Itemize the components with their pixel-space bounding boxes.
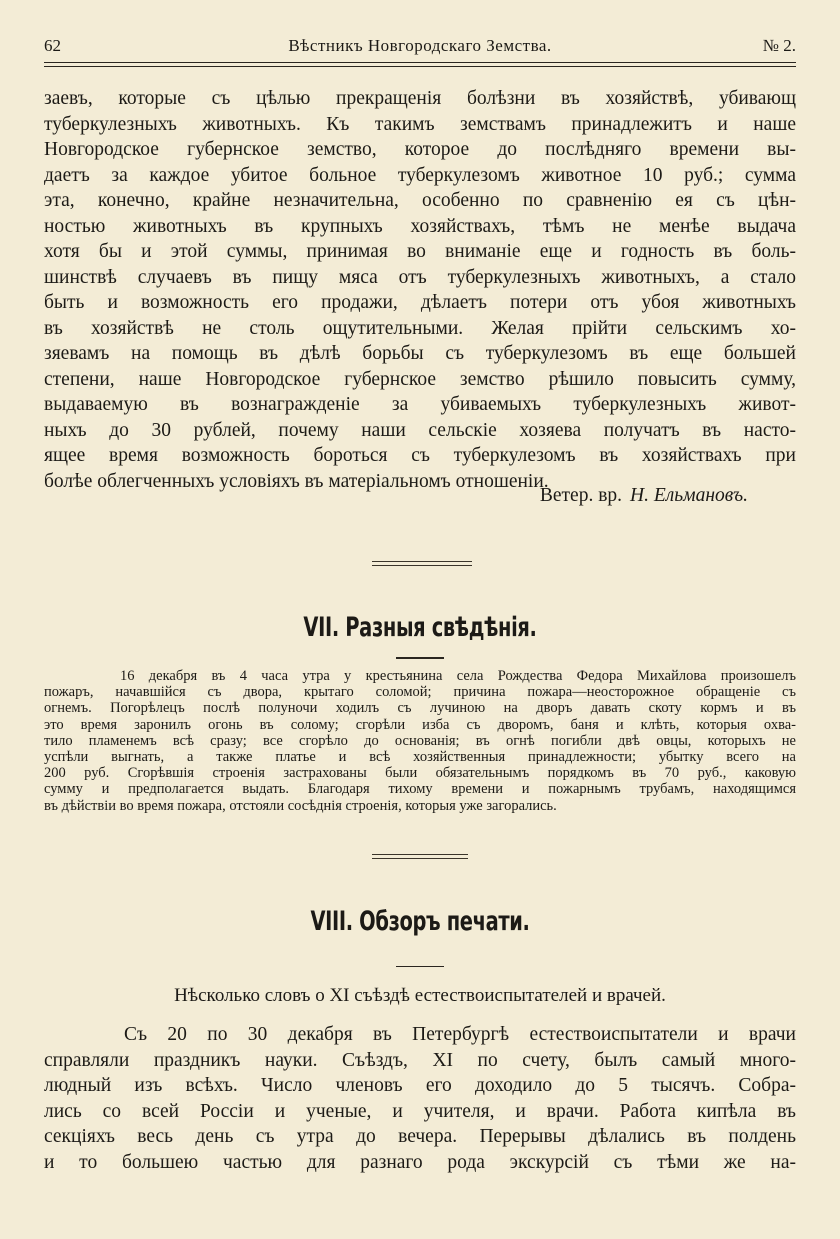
text-line: Съ 20 по 30 декабря въ Петербургѣ естествоиспытатели и врачи (124, 1024, 796, 1045)
section-8-text (44, 1022, 796, 1175)
text-line: ныхъ до 30 рублей, почему наши сельскіе хозяева получатъ въ насто- (44, 419, 796, 441)
text-line: ящее время возможность бороться съ туберкулезомъ въ хозяйствахъ при (44, 445, 796, 466)
title-underline (396, 657, 444, 659)
text-line: быть и возможность его продажи, дѣлаетъ потери отъ убоя животныхъ (44, 292, 796, 313)
text-line: справляли праздникъ науки. Съѣздъ, XI по счету, былъ самый много- (44, 1049, 796, 1071)
text-line: секціяхъ весь день съ утра до вечера. Перерывы дѣлались въ полдень (44, 1126, 796, 1147)
text-line: и то большею частью для разнаго рода экскурсій съ тѣми же на- (44, 1151, 796, 1173)
text-line: туберкулезныхъ животныхъ. Къ такимъ земствамъ принадлежитъ и наше (44, 113, 796, 135)
text-line: это время заронилъ огонь въ солому; сгорѣли изба съ дворомъ, баня и клѣть, которыя охва- (44, 716, 796, 733)
signature (540, 485, 748, 507)
text-line: огнемъ. Погорѣлецъ послѣ полуночи ходилъ съ лучиною на дворъ давать скоту кормъ и въ (44, 700, 796, 717)
text-line: 200 руб. Сгорѣвшія строенія застрахованы были обязательнымъ порядкомъ въ 70 руб., каковую (44, 765, 796, 782)
text-line: степени, наше Новгородское губернское земство рѣшило повысить сумму, (44, 368, 796, 390)
section-divider (372, 561, 472, 567)
page-number: 62 (44, 36, 61, 55)
signature-name: Н. Ельмановъ. (630, 485, 748, 506)
text-line: тило пламенемъ всѣ сразу; все сгорѣло до основанія; въ огнѣ погибли двѣ овцы, которыхъ не (44, 732, 796, 749)
text-line: выдаваемую въ вознагражденіе за убиваемыхъ туберкулезныхъ живот- (44, 394, 796, 415)
text-line: шинствѣ случаевъ въ пищу мяса отъ туберкулезныхъ животныхъ, а стало (44, 266, 796, 288)
article-subheading: Нѣсколько словъ о XI съѣздѣ естествоиспытателей и врачей. (174, 985, 666, 1006)
section-divider (372, 854, 468, 860)
text-line: хотя бы и этой суммы, принимая во вниманіе еще и годность въ боль- (44, 241, 796, 262)
header-rule (44, 66, 796, 67)
journal-title: Вѣстникъ Новгородскаго Земства. (288, 36, 552, 55)
text-line: сумму и предполагается выдать. Благодаря тихому времени и пожарнымъ трубамъ, находящимся (44, 781, 796, 798)
text-line: Новгородское губернское земство, которое до послѣдняго времени вы- (44, 139, 796, 160)
text-line: успѣли выгнать, а также платье и всѣ хозяйственныя принадлежности; убытку всего на (44, 748, 796, 765)
section-7-text (44, 668, 796, 814)
running-header (44, 30, 796, 63)
text-line: въ дѣйствіи во время пожара, отстояли сосѣднія строенія, которыя уже загорались. (44, 797, 557, 814)
text-line: въ хозяйствѣ не столь ощутительными. Желая прійти сельскимъ хо- (44, 317, 796, 339)
text-line: даетъ за каждое убитое больное туберкулезомъ животное 10 руб.; сумма (44, 164, 796, 186)
text-line: зяевамъ на помощь въ дѣлѣ борьбы съ туберкулезомъ въ еще большей (44, 343, 796, 364)
text-line: людный изъ всѣхъ. Число членовъ его доходило до 5 тысячъ. Собра- (44, 1075, 796, 1096)
text-line: заевъ, которые съ цѣлью прекращенія болѣзни въ хозяйствѣ, убивающ (44, 88, 796, 109)
text-line: лись со всей Россіи и ученые, и учителя, и врачи. Работа кипѣла въ (44, 1100, 796, 1122)
text-line: болѣе облегченныхъ условіяхъ въ матеріальномъ отношеніи. (44, 470, 549, 492)
continued-article (44, 86, 796, 494)
title-underline (396, 966, 444, 967)
text-line: эта, конечно, крайне незначительна, особенно по сравненію ея съ цѣн- (44, 190, 796, 211)
section-title-8: VIII. Обзоръ печати. (310, 906, 530, 937)
text-line: ностью животныхъ въ крупныхъ хозяйствахъ, тѣмъ не менѣе выдача (44, 215, 796, 237)
section-title-7: VII. Разныя свѣдѣнія. (303, 612, 537, 643)
text-line: 16 декабря въ 4 часа утра у крестьянина села Рождества Федора Михайлова произошелъ (120, 668, 796, 684)
issue-number: № 2. (762, 36, 796, 55)
text-line: пожаръ, начавшійся съ двора, крытаго соломой; причина пожара—неосторожное обращеніе съ (44, 684, 796, 701)
signature-role: Ветер. вр. (539, 485, 623, 506)
